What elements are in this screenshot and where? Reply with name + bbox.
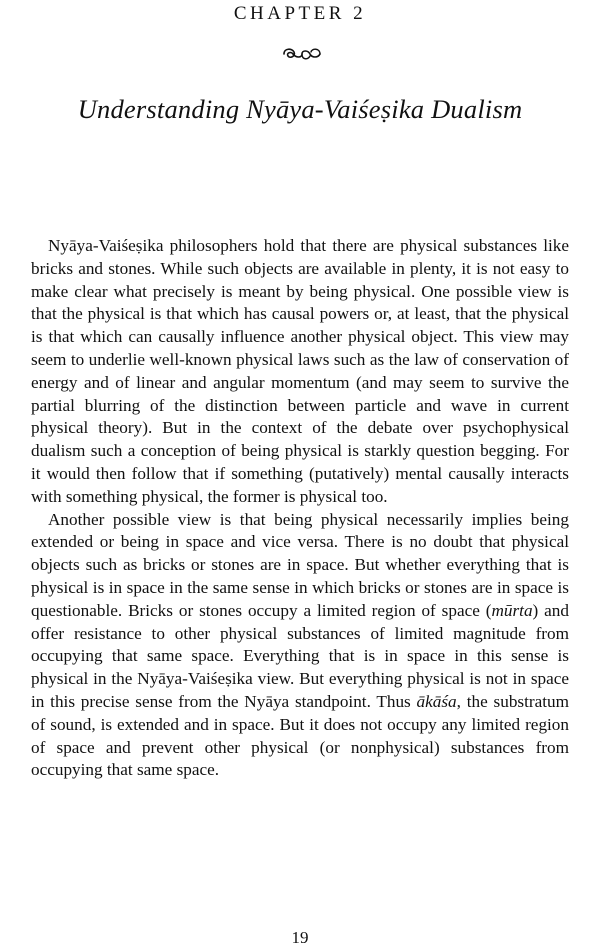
page-number: 19 <box>291 928 309 947</box>
paragraph-2 <box>31 509 569 783</box>
chapter-label: CHAPTER 2 <box>233 3 367 24</box>
paragraph-2-text-c: , the substratum of sound, is extended and in space. But it does not occupy any limited region of space and prevent other physical (or nonphysical) substances from occupying that same space. <box>31 691 569 780</box>
paragraph-2-text-b: ) and offer resistance to other physical substances of limited magnitude from occupying that same space. Everything that is in space in this sense is physical in the Nyāya-Vaiśeṣika view. But everything physical is not in space in this precise sense from the Nyāya standpoint. Thus <box>31 600 569 711</box>
fleuron-ornament-icon <box>280 44 324 64</box>
body-text <box>31 235 569 782</box>
paragraph-2-text-a: Another possible view is that being physical necessarily implies being extended or being in space and vice versa. There is no doubt that physical objects such as bricks or stones are in space. But whether everything that is physical is in space in the same sense in which bricks or stones are in space is questionable. Bricks or stones occupy a limited region of space ( <box>31 509 569 620</box>
paragraph-1 <box>31 235 569 509</box>
chapter-title: Understanding Nyāya-Vaiśeṣika Dualism <box>77 94 523 124</box>
term-murta: mūrta <box>491 600 533 620</box>
term-akasa: ākāśa <box>416 691 457 711</box>
paragraph-1-text: Nyāya-Vaiśeṣika philosophers hold that there are physical substances like bricks and stones. While such objects are available in plenty, it is not easy to make clear what precisely is meant by being physical. One possible view is that the physical is that which has causal powers or, at least, that the physical is that which can causally influence another physical object. This view may seem to underlie well-known physical laws such as the law of conservation of energy and of linear and angular momentum (and may seem to survive the partial blurring of the distinction between particle and wave in current physical theory). But in the context of the debate over psychophysical dualism such a conception of being physical is starkly question begging. For it would then follow that if something (putatively) mental causally interacts with something physical, the former is physical too. <box>31 236 569 506</box>
